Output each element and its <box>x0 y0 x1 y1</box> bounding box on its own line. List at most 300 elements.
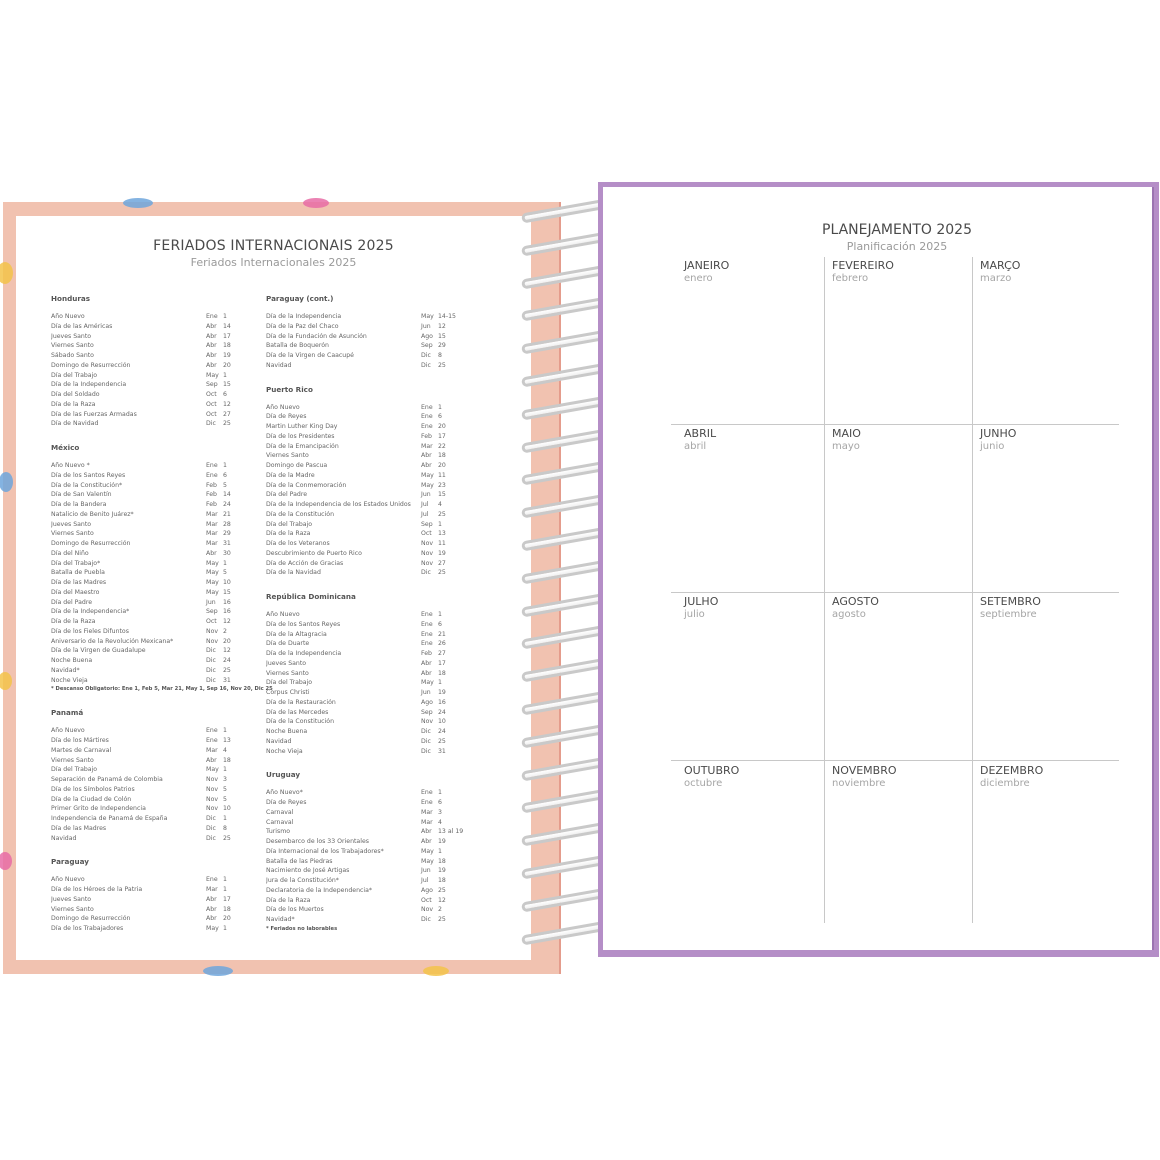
holiday-day: 17 <box>438 432 446 440</box>
grid-divider <box>824 257 825 923</box>
holiday-day: 19 <box>438 867 446 875</box>
holiday-month: Mar <box>421 442 433 450</box>
holiday-row <box>266 403 481 413</box>
holiday-name: Día de Navidad <box>51 420 99 428</box>
holiday-name: Día de las Américas <box>51 322 113 330</box>
holiday-row <box>51 607 251 617</box>
month-name: FEVEREIRO <box>832 259 894 272</box>
holiday-name: Domingo de Resurrección <box>51 915 131 923</box>
holiday-row <box>51 765 251 775</box>
month-cell-octubre[interactable] <box>676 764 824 932</box>
holiday-row <box>51 461 251 471</box>
planning-page <box>603 187 1154 950</box>
holiday-row <box>51 795 251 805</box>
holiday-month: Dic <box>206 657 216 664</box>
holiday-day: 18 <box>438 877 446 884</box>
holiday-month: May <box>421 313 434 320</box>
holiday-name: Navidad* <box>51 666 80 674</box>
month-name: JANEIRO <box>684 259 730 272</box>
holiday-column-2 <box>266 288 481 934</box>
holiday-name: Jura de la Constitución* <box>266 877 339 884</box>
holiday-day: 15 <box>223 588 231 596</box>
holiday-name: Día de la Navidad <box>266 569 321 577</box>
holiday-month: Jul <box>421 501 429 508</box>
holiday-name: Día de los Símbolos Patrios <box>51 785 135 793</box>
holiday-month: Jun <box>421 491 431 499</box>
month-name: NOVEMBRO <box>832 764 897 777</box>
holiday-month: Nov <box>206 627 219 635</box>
holiday-month: Dic <box>206 420 216 428</box>
holiday-name: Año Nuevo * <box>51 462 90 469</box>
holiday-row <box>266 451 481 461</box>
holiday-row <box>266 610 481 620</box>
holiday-row <box>266 559 481 569</box>
holiday-name: Jueves Santo <box>266 659 307 667</box>
holiday-month: Mar <box>206 540 218 547</box>
holiday-row <box>266 788 481 798</box>
holiday-row <box>266 866 481 876</box>
month-cell-mayo[interactable] <box>824 427 972 595</box>
holiday-name: Carnaval <box>266 808 294 816</box>
holiday-day: 14 <box>223 491 231 499</box>
holiday-day: 25 <box>438 886 446 894</box>
holiday-row <box>51 736 251 746</box>
holiday-row <box>51 400 251 410</box>
holiday-name: Día de los Santos Reyes <box>51 471 126 479</box>
holiday-day: 19 <box>223 352 231 359</box>
holiday-month: Mar <box>421 818 433 826</box>
holiday-day: 29 <box>223 530 231 538</box>
month-subname: octubre <box>684 778 723 789</box>
holiday-row <box>266 490 481 500</box>
holiday-row <box>51 588 251 598</box>
holiday-day: 20 <box>223 361 231 369</box>
holiday-row <box>51 834 251 844</box>
holiday-row <box>51 885 251 895</box>
holiday-day: 1 <box>223 462 227 469</box>
holiday-month: Oct <box>206 410 217 418</box>
holiday-day: 19 <box>438 549 446 557</box>
holiday-row <box>51 481 251 491</box>
holiday-day: 1 <box>438 789 442 797</box>
holiday-month: Abr <box>421 462 432 469</box>
holiday-month: Ago <box>421 698 433 706</box>
group-spacer <box>266 578 481 586</box>
month-name: MARÇO <box>980 259 1021 272</box>
holiday-row <box>266 727 481 737</box>
holiday-day: 11 <box>438 471 446 479</box>
holiday-day: 13 <box>438 530 446 538</box>
holiday-day: 1 <box>438 520 442 528</box>
month-name: JULHO <box>684 595 719 608</box>
holiday-month: Mar <box>206 886 218 893</box>
holiday-name: Año Nuevo <box>266 403 300 411</box>
holiday-month: Dic <box>421 728 431 735</box>
holiday-name: Desembarco de los 33 Orientales <box>266 838 369 845</box>
holiday-day: 25 <box>438 569 446 577</box>
country-heading: Uruguay <box>266 770 301 780</box>
holiday-name: Día de San Valentín <box>51 491 112 499</box>
holiday-row <box>51 785 251 795</box>
holiday-month: May <box>206 925 219 932</box>
holiday-row <box>266 471 481 481</box>
month-name: SETEMBRO <box>980 595 1041 608</box>
holiday-month: Sep <box>421 708 433 716</box>
holiday-month: Abr <box>206 549 217 557</box>
holiday-month: May <box>421 481 434 489</box>
holiday-row <box>51 646 251 656</box>
holiday-month: Ene <box>421 789 433 797</box>
holiday-name: Día de las Madres <box>51 579 107 586</box>
holiday-month: Sep <box>206 381 218 389</box>
holiday-row <box>266 341 481 351</box>
holiday-name: Día de la Independencia de los Estados Unidos <box>266 501 411 508</box>
holiday-day: 15 <box>438 491 446 499</box>
holiday-day: 1 <box>223 371 227 379</box>
month-subname: septiembre <box>980 609 1037 620</box>
holiday-name: Día de la Bandera <box>51 501 107 508</box>
holiday-row <box>266 412 481 422</box>
holiday-day: 5 <box>223 785 227 793</box>
holiday-name: Día de Duarte <box>266 640 310 648</box>
holiday-name: Día de la Ciudad de Colón <box>51 795 132 803</box>
holiday-name: Martin Luther King Day <box>266 423 338 430</box>
holiday-month: Abr <box>206 905 217 913</box>
holiday-name: Día del Trabajo* <box>51 559 101 567</box>
holiday-day: 8 <box>438 352 442 359</box>
holiday-name: Día de la Constitución <box>266 510 334 518</box>
holiday-name: Día de las Mercedes <box>266 708 329 716</box>
holiday-footnote: * Descanso Obligatorio: Ene 1, Feb 5, Mar 21, May 1, Sep 16, Nov 20, Dic 25 <box>51 686 273 693</box>
holiday-day: 13 <box>223 737 231 744</box>
holiday-month: Nov <box>206 795 219 803</box>
holiday-row <box>266 905 481 915</box>
holiday-name: Domingo de Resurrección <box>51 540 131 547</box>
holiday-name: Día de Reyes <box>266 799 307 806</box>
holiday-month: May <box>421 471 434 479</box>
doodle-flower-icon <box>0 262 13 284</box>
month-cell-julio[interactable] <box>676 595 824 763</box>
country-heading: Panamá <box>51 708 84 718</box>
group-spacer <box>266 371 481 379</box>
holiday-row <box>51 510 251 520</box>
holiday-day: 24 <box>438 728 446 735</box>
holiday-month: Dic <box>421 352 431 359</box>
month-cell-marzo[interactable] <box>972 259 1120 427</box>
holiday-row <box>266 481 481 491</box>
holiday-name: Día de los Veteranos <box>266 540 330 547</box>
holiday-day: 1 <box>438 403 442 411</box>
holiday-row <box>266 361 481 371</box>
holiday-month: Mar <box>206 520 218 528</box>
holidays-page <box>16 216 531 960</box>
holiday-name: Día de Reyes <box>266 413 307 421</box>
holiday-row <box>266 678 481 688</box>
month-cell-enero[interactable] <box>676 259 824 427</box>
holiday-name: Primer Grito de Independencia <box>51 805 146 813</box>
holiday-row <box>266 798 481 808</box>
holiday-name: Corpus Christi <box>266 689 310 696</box>
month-cell-noviembre[interactable] <box>824 764 972 932</box>
holiday-month: Jun <box>421 322 431 330</box>
holiday-day: 29 <box>438 342 446 350</box>
holiday-day: 18 <box>438 669 446 677</box>
holiday-name: Viernes Santo <box>51 905 94 913</box>
grid-divider <box>671 424 1119 425</box>
holiday-month: May <box>421 847 434 855</box>
holiday-name: Batalla de las Piedras <box>266 857 333 865</box>
holiday-name: Día de la Independencia* <box>51 608 130 616</box>
holiday-day: 3 <box>223 776 227 783</box>
holiday-name: Jueves Santo <box>51 332 92 340</box>
holiday-month: Ene <box>206 471 218 479</box>
holiday-row <box>266 620 481 630</box>
holiday-day: 25 <box>438 916 446 923</box>
holiday-name: Día Internacional de los Trabajadores* <box>266 847 384 855</box>
holiday-month: Jun <box>421 689 431 696</box>
holiday-day: 25 <box>438 510 446 518</box>
holiday-row <box>266 837 481 847</box>
grid-divider <box>972 257 973 923</box>
country-heading: Honduras <box>51 294 91 303</box>
holiday-month: Abr <box>206 342 217 350</box>
holiday-month: Ene <box>421 630 433 638</box>
holiday-month: May <box>206 569 219 577</box>
holiday-name: Día de la Raza <box>266 896 311 904</box>
holiday-name: Día del Trabajo <box>266 520 313 528</box>
holiday-day: 13 al 19 <box>438 828 464 836</box>
holiday-day: 16 <box>438 698 446 706</box>
holiday-day: 1 <box>223 815 227 822</box>
month-cell-agosto[interactable] <box>824 595 972 763</box>
holiday-row <box>266 688 481 698</box>
holiday-month: Dic <box>421 916 431 923</box>
holiday-name: Año Nuevo <box>51 727 85 735</box>
holiday-row <box>266 322 481 332</box>
holiday-row <box>266 422 481 432</box>
holiday-name: Noche Vieja <box>51 676 88 684</box>
holiday-month: Abr <box>206 756 217 764</box>
holiday-month: Oct <box>421 530 432 538</box>
holiday-name: Día de la Conmemoración <box>266 481 347 489</box>
holiday-month: Nov <box>206 776 219 783</box>
holiday-row <box>51 332 251 342</box>
month-subname: abril <box>684 441 707 452</box>
holiday-month: Nov <box>206 805 219 813</box>
holiday-name: Año Nuevo <box>51 313 85 320</box>
holiday-month: Oct <box>206 391 217 398</box>
holiday-name: Día de los Santos Reyes <box>266 620 341 628</box>
holiday-name: Día de la Independencia <box>266 313 342 320</box>
holiday-name: Día de la Constitución <box>266 718 334 726</box>
holiday-name: Año Nuevo <box>266 611 300 618</box>
holiday-row <box>51 341 251 351</box>
holiday-day: 14 <box>223 322 231 330</box>
grid-divider <box>671 592 1119 593</box>
holiday-row <box>266 915 481 925</box>
holiday-month: Sep <box>421 520 433 528</box>
holiday-name: Día del Trabajo <box>51 371 98 379</box>
holiday-day: 20 <box>438 462 446 469</box>
month-subname: noviembre <box>832 778 886 789</box>
holiday-name: Día de la Emancipación <box>266 442 339 450</box>
left-page <box>3 202 561 974</box>
holiday-name: Día de los Fieles Difuntos <box>51 627 129 635</box>
holiday-row <box>266 351 481 361</box>
holiday-row <box>266 649 481 659</box>
holiday-row <box>51 520 251 530</box>
holiday-row <box>51 656 251 666</box>
grid-divider <box>671 760 1119 761</box>
holiday-month: Dic <box>206 647 216 655</box>
month-cell-febrero[interactable] <box>824 259 972 427</box>
holiday-name: Día de la Independencia <box>51 381 127 389</box>
holiday-row <box>51 549 251 559</box>
holiday-day: 17 <box>223 895 231 903</box>
holiday-row <box>51 617 251 627</box>
holiday-month: May <box>206 371 219 379</box>
holiday-day: 25 <box>223 834 231 842</box>
holiday-row <box>51 775 251 785</box>
holiday-month: Abr <box>206 915 217 923</box>
holiday-month: Dic <box>206 815 216 822</box>
holiday-month: Jul <box>421 510 429 518</box>
holiday-name: Día del Maestro <box>51 588 100 596</box>
holiday-day: 25 <box>223 666 231 674</box>
holiday-row <box>266 529 481 539</box>
holiday-day: 10 <box>438 718 446 726</box>
holiday-month: Feb <box>421 650 432 657</box>
holiday-row <box>51 490 251 500</box>
holiday-month: Sep <box>206 608 218 616</box>
holiday-name: Batalla de Boquerón <box>266 342 329 350</box>
holiday-name: Día de la Raza <box>51 618 96 625</box>
country-heading: Paraguay (cont.) <box>266 294 334 303</box>
month-subname: mayo <box>832 441 860 452</box>
holiday-row <box>266 808 481 818</box>
holiday-month: Ene <box>206 876 218 884</box>
holiday-name: Día del Trabajo <box>266 679 313 687</box>
holiday-month: Abr <box>421 838 432 845</box>
month-name: ABRIL <box>684 427 717 440</box>
holiday-row <box>266 818 481 828</box>
holiday-day: 30 <box>223 549 231 557</box>
holiday-name: Día del Niño <box>51 549 89 557</box>
group-spacer <box>266 756 481 764</box>
holiday-row <box>51 824 251 834</box>
month-subname: julio <box>684 609 705 620</box>
holiday-row <box>266 747 481 757</box>
month-cell-diciembre[interactable] <box>972 764 1120 932</box>
holiday-month: Nov <box>206 785 219 793</box>
month-name: DEZEMBRO <box>980 764 1044 777</box>
holiday-name: Sábado Santo <box>51 352 94 359</box>
holiday-name: Martes de Carnaval <box>51 746 112 754</box>
holiday-footnote: * Feriados no laborables <box>266 925 338 932</box>
holiday-name: Separación de Panamá de Colombia <box>51 776 163 783</box>
holiday-month: Nov <box>421 549 434 557</box>
holiday-month: Dic <box>206 834 216 842</box>
holiday-month: Feb <box>421 432 432 440</box>
holiday-day: 24 <box>438 708 446 716</box>
holiday-month: Abr <box>206 332 217 340</box>
holiday-day: 1 <box>223 876 227 884</box>
holiday-month: Ene <box>206 737 218 744</box>
holiday-month: Oct <box>206 400 217 408</box>
holiday-day: 10 <box>223 805 231 813</box>
holiday-day: 21 <box>223 510 231 518</box>
holiday-day: 15 <box>438 332 446 340</box>
month-name: MAIO <box>832 427 861 440</box>
holiday-month: Feb <box>206 501 217 508</box>
holiday-row <box>266 737 481 747</box>
holiday-row <box>51 804 251 814</box>
holiday-month: Jun <box>206 598 216 606</box>
holiday-day: 1 <box>438 611 442 618</box>
holiday-day: 26 <box>438 640 446 648</box>
holiday-name: Día de las Fuerzas Armadas <box>51 410 137 418</box>
holiday-name: Día de la Madre <box>266 471 315 479</box>
holiday-row <box>51 666 251 676</box>
month-subname: febrero <box>832 273 869 284</box>
holiday-name: Viernes Santo <box>51 342 94 350</box>
holiday-row <box>266 520 481 530</box>
holiday-row <box>51 895 251 905</box>
holiday-name: Año Nuevo* <box>266 789 303 797</box>
holiday-name: Día del Trabajo <box>51 766 98 774</box>
page-title: FERIADOS INTERNACIONAIS 2025 <box>153 238 394 254</box>
doodle-flower-icon <box>423 966 449 976</box>
holiday-day: 8 <box>223 824 227 832</box>
holiday-day: 6 <box>438 799 442 806</box>
month-cell-septiembre[interactable] <box>972 595 1120 763</box>
holiday-row <box>51 637 251 647</box>
holiday-name: Viernes Santo <box>266 452 309 460</box>
holiday-month: Jun <box>421 867 431 875</box>
holiday-name: Día de la Raza <box>266 530 311 538</box>
holiday-name: Nacimiento de José Artigas <box>266 867 350 875</box>
holiday-row <box>51 500 251 510</box>
holiday-month: Oct <box>421 896 432 904</box>
holiday-day: 24 <box>223 501 231 508</box>
holiday-row <box>51 814 251 824</box>
holiday-row <box>51 598 251 608</box>
holiday-row <box>266 886 481 896</box>
holiday-day: 18 <box>223 905 231 913</box>
month-cell-abril[interactable] <box>676 427 824 595</box>
holiday-row <box>51 578 251 588</box>
holiday-day: 15 <box>223 381 231 389</box>
holiday-day: 4 <box>438 818 442 826</box>
month-cell-junio[interactable] <box>972 427 1120 595</box>
holiday-day: 5 <box>223 569 227 577</box>
holiday-day: 16 <box>223 608 231 616</box>
holiday-day: 2 <box>438 906 442 914</box>
holiday-name: Día de los Héroes de la Patria <box>51 886 143 893</box>
doodle-flower-icon <box>0 472 13 492</box>
doodle-flower-icon <box>123 198 153 208</box>
holiday-month: Ene <box>421 611 433 618</box>
holiday-name: Navidad <box>51 834 77 842</box>
holiday-row <box>266 500 481 510</box>
month-name: JUNHO <box>980 427 1017 440</box>
holiday-row <box>51 568 251 578</box>
holiday-day: 1 <box>223 886 227 893</box>
holiday-day: 1 <box>223 727 227 735</box>
holiday-day: 20 <box>223 915 231 923</box>
doodle-flower-icon <box>0 852 12 870</box>
holiday-day: 20 <box>223 637 231 645</box>
